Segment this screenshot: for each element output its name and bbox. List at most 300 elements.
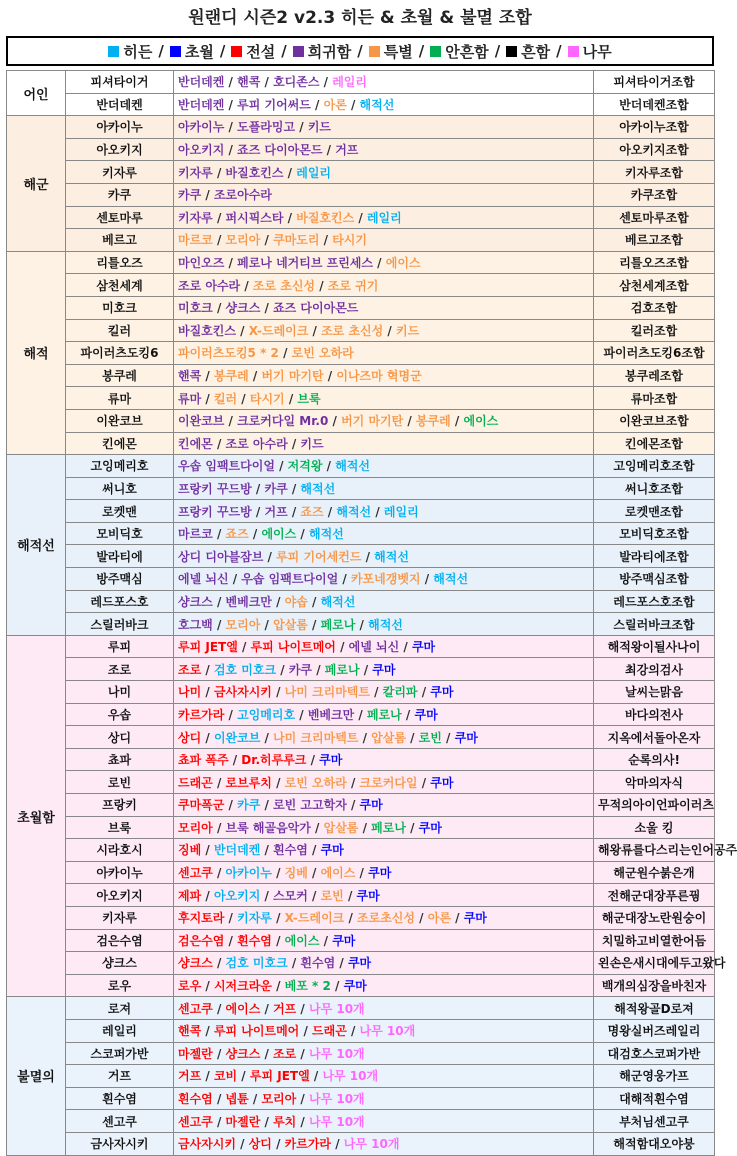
ingredient: 봉쿠레 <box>415 414 451 429</box>
recipe-separator: / <box>358 730 372 745</box>
ingredient: 로빈 오하라 <box>284 775 347 790</box>
recipe-separator: / <box>237 1069 250 1084</box>
ingredient: 검호 미호크 <box>225 956 288 971</box>
recipe-separator: / <box>319 933 333 948</box>
combo-name: 대해적흰수염 <box>594 1087 715 1110</box>
legend-label: 히든 <box>123 42 153 61</box>
ingredient: 쿠마 <box>320 843 344 858</box>
ingredient: 징베 <box>284 866 308 881</box>
combo-name: 키자루조합 <box>594 161 715 184</box>
ingredient: 프랑키 꾸드방 <box>178 481 252 496</box>
combo-name: 악마의자식 <box>594 771 715 794</box>
ingredient: 나무 10개 <box>309 1114 365 1129</box>
table-row <box>7 183 715 206</box>
ingredient: 루피 기어세컨드 <box>276 549 362 564</box>
unit-name: 반더데켄 <box>66 93 174 116</box>
recipe-separator: / <box>346 775 360 790</box>
ingredient: 에넬 뇌신 <box>178 572 229 587</box>
ingredient: 타시기 <box>249 391 285 406</box>
recipe-separator: / <box>271 979 285 994</box>
recipe-separator: / <box>235 1137 249 1152</box>
recipe-separator: / <box>212 866 226 881</box>
unit-name: 미호크 <box>66 296 174 319</box>
legend-label: 특별 <box>383 42 413 61</box>
ingredient: 에이스 <box>261 527 297 542</box>
recipe-cell <box>174 93 594 116</box>
ingredient: 이완코브 <box>178 414 225 429</box>
table-row <box>7 296 715 319</box>
ingredient: 해적선 <box>374 549 409 564</box>
table-row <box>7 319 715 342</box>
ingredient: 아카이누 <box>178 120 225 135</box>
table-row <box>7 229 715 252</box>
ingredient: 카르가라 <box>178 707 225 722</box>
ingredient: 마젤란 <box>225 1114 261 1129</box>
ingredient: 로빈 <box>418 730 442 745</box>
ingredient: 아오키지 <box>178 143 225 158</box>
recipe-separator: / <box>373 256 386 271</box>
ingredient: 킬러 <box>213 391 238 406</box>
recipe-separator: / <box>201 1024 214 1039</box>
recipe-cell <box>174 183 594 206</box>
ingredient: 카쿠 <box>178 188 202 203</box>
ingredient: 금사자시키 <box>213 685 272 700</box>
recipe-separator: / <box>271 1137 285 1152</box>
unit-name: 아오키지 <box>66 884 174 907</box>
ingredient: 이나즈마 혁명군 <box>336 369 422 384</box>
recipe-separator: / <box>308 323 322 338</box>
ingredient: 센고쿠 <box>178 1001 213 1016</box>
table-row <box>7 635 715 658</box>
ingredient: 흰수염 <box>237 933 272 948</box>
combo-name: 명왕실버즈레일리 <box>594 1019 715 1042</box>
ingredient: 샹크스 <box>178 594 213 609</box>
ingredient: 제파 <box>178 888 202 903</box>
unit-name: 시라호시 <box>66 839 174 862</box>
ingredient: 브룩 <box>297 391 321 406</box>
unit-name: 삼천세계 <box>66 274 174 297</box>
combo-name: 봉쿠레조합 <box>594 364 715 387</box>
ingredient: 크로커다일 Mr.0 <box>237 414 329 429</box>
ingredient: 레일리 <box>332 75 367 90</box>
recipe-separator: / <box>310 820 324 835</box>
combo-name: 써니호조합 <box>594 477 715 500</box>
legend-separator: / <box>556 42 562 60</box>
combo-name: 무적의아이언파이러츠 <box>594 794 715 817</box>
table-row <box>7 726 715 749</box>
recipe-separator: / <box>296 1092 309 1107</box>
ingredient: 코비 <box>213 1069 238 1084</box>
unit-name: 아카이누 <box>66 861 174 884</box>
ingredient: 칼리파 <box>382 685 418 700</box>
unit-name: 스릴러바크 <box>66 613 174 636</box>
ingredient: 나무 10개 <box>309 1092 365 1107</box>
recipe-separator: / <box>271 933 285 948</box>
combo-name: 파이러츠도킹6조합 <box>594 342 715 365</box>
combo-name: 검호조합 <box>594 296 715 319</box>
unit-name: 쵸파 <box>66 748 174 771</box>
ingredient: 조로 <box>273 1046 297 1061</box>
table-row <box>7 432 715 455</box>
table-row <box>7 500 715 523</box>
combo-name: 해군원수붉은개 <box>594 861 715 884</box>
ingredient: 베포 * 2 <box>284 979 331 994</box>
table-row <box>7 1110 715 1133</box>
combo-name: 이완코브조합 <box>594 409 715 432</box>
ingredient: 키드 <box>307 120 332 135</box>
recipe-separator: / <box>224 97 238 112</box>
recipe-separator: / <box>335 640 349 655</box>
unit-name: 피셔타이거 <box>66 71 174 94</box>
unit-name: 흰수염 <box>66 1087 174 1110</box>
combo-name: 대검호스코퍼가반 <box>594 1042 715 1065</box>
combo-name: 리틀오즈조합 <box>594 251 715 274</box>
combo-name: 모비딕호조합 <box>594 522 715 545</box>
ingredient: 센고쿠 <box>178 866 213 881</box>
ingredient: 바질호킨스 <box>178 323 236 338</box>
recipe-separator: / <box>405 730 419 745</box>
ingredient: 벤베크만 <box>307 707 355 722</box>
ingredient: 파이러츠도킹5 * 2 <box>178 346 279 361</box>
ingredient: 마르코 <box>178 527 213 542</box>
recipe-cell <box>174 1042 594 1065</box>
ingredient: 죠즈 다이아몬드 <box>237 143 323 158</box>
ingredient: 상디 <box>178 730 202 745</box>
unit-name: 로우 <box>66 974 174 997</box>
recipe-cell <box>174 613 594 636</box>
ingredient: 흰수염 <box>178 1092 213 1107</box>
table-row <box>7 477 715 500</box>
ingredient: 류마 <box>178 391 202 406</box>
ingredient: 레일리 <box>296 165 332 180</box>
combo-name: 백개의심장을바친자 <box>594 974 715 997</box>
recipe-cell <box>174 387 594 410</box>
recipe-cell <box>174 568 594 591</box>
ingredient: 로빈 <box>320 888 344 903</box>
recipe-separator: / <box>201 369 214 384</box>
recipe-separator: / <box>284 391 298 406</box>
recipe-separator: / <box>251 504 265 519</box>
recipe-cell <box>174 929 594 952</box>
legend-item <box>369 41 413 62</box>
ingredient: 반더데켄 <box>178 75 225 90</box>
ingredient: 키드 <box>300 436 324 451</box>
recipe-separator: / <box>401 707 415 722</box>
table-row <box>7 929 715 952</box>
combo-name: 해군영웅가프 <box>594 1065 715 1088</box>
legend-item <box>430 41 488 62</box>
ingredient: 에이스 <box>284 933 320 948</box>
table-row <box>7 703 715 726</box>
combo-table <box>6 70 737 1156</box>
unit-name: 고잉메리호 <box>66 455 174 478</box>
ingredient: 바질호킨스 <box>225 165 284 180</box>
group-label: 해적선 <box>7 455 66 636</box>
recipe-cell <box>174 432 594 455</box>
table-row <box>7 206 715 229</box>
table-row <box>7 342 715 365</box>
legend-separator: / <box>418 42 425 60</box>
recipe-cell <box>174 816 594 839</box>
unit-name: 킨에몬 <box>66 432 174 455</box>
table-row <box>7 1132 715 1155</box>
recipe-cell <box>174 884 594 907</box>
ingredient: 해적선 <box>335 459 370 474</box>
unit-name: 파이러츠도킹6 <box>66 342 174 365</box>
unit-name: 킬러 <box>66 319 174 342</box>
legend-swatch <box>231 46 242 57</box>
page-title: 원랜디 시즌2 v2.3 히든 & 초월 & 불멸 조합 <box>188 8 532 28</box>
recipe-cell <box>174 1110 594 1133</box>
legend-label: 흔함 <box>521 42 551 61</box>
recipe-separator: / <box>330 979 344 994</box>
ingredient: 모리아 <box>225 233 261 248</box>
ingredient: 조로 <box>178 662 202 677</box>
table-row <box>7 71 715 94</box>
legend-separator: / <box>219 42 226 60</box>
ingredient: 쿠마 <box>454 730 478 745</box>
recipe-separator: / <box>287 956 301 971</box>
ingredient: 고잉메리호 <box>237 707 296 722</box>
unit-name: 모비딕호 <box>66 522 174 545</box>
combo-name: 순록의사! <box>594 748 715 771</box>
ingredient: 키자루 <box>178 165 213 180</box>
ingredient: 모리아 <box>261 1092 297 1107</box>
combo-name: 해적왕이될사나이 <box>594 635 715 658</box>
recipe-separator: / <box>237 640 251 655</box>
recipe-separator: / <box>323 504 337 519</box>
ingredient: 쿠마 <box>368 866 392 881</box>
ingredient: 거프 <box>264 504 288 519</box>
table-row <box>7 748 715 771</box>
recipe-separator: / <box>212 775 226 790</box>
ingredient: 나무 10개 <box>359 1024 416 1039</box>
ingredient: 조로초신성 <box>357 911 415 926</box>
group-label: 해군 <box>7 116 66 252</box>
ingredient: 에넬 뇌신 <box>348 640 400 655</box>
ingredient: 바질호킨스 <box>296 210 355 225</box>
ingredient: 쿠마 <box>418 820 442 835</box>
ingredient: 센고쿠 <box>178 1114 213 1129</box>
recipe-cell <box>174 861 594 884</box>
recipe-separator: / <box>296 1114 309 1129</box>
ingredient: 나미 <box>178 685 202 700</box>
unit-name: 리틀오즈 <box>66 251 174 274</box>
recipe-cell <box>174 71 594 94</box>
recipe-separator: / <box>212 527 226 542</box>
legend-item <box>231 41 275 62</box>
ingredient: 해적선 <box>309 527 344 542</box>
recipe-separator: / <box>322 143 336 158</box>
recipe-separator: / <box>248 527 262 542</box>
table-row <box>7 816 715 839</box>
combo-name: 방주맥심조합 <box>594 568 715 591</box>
table-row <box>7 974 715 997</box>
legend-swatch <box>293 46 304 57</box>
recipe-cell <box>174 138 594 161</box>
recipe-separator: / <box>287 481 301 496</box>
combo-name: 부처님센고쿠 <box>594 1110 715 1133</box>
recipe-separator: / <box>201 662 214 677</box>
recipe-separator: / <box>287 504 301 519</box>
legend-swatch <box>170 46 181 57</box>
ingredient: 쿠마폭군 <box>178 798 225 813</box>
recipe-separator: / <box>450 414 464 429</box>
recipe-separator: / <box>450 911 464 926</box>
recipe-separator: / <box>307 866 321 881</box>
unit-name: 키자루 <box>66 161 174 184</box>
recipe-separator: / <box>251 481 265 496</box>
recipe-separator: / <box>260 75 274 90</box>
recipe-cell <box>174 229 594 252</box>
ingredient: 나미 크리마텍트 <box>284 685 370 700</box>
recipe-separator: / <box>201 979 214 994</box>
ingredient: 해적선 <box>336 504 372 519</box>
unit-name: 방주맥심 <box>66 568 174 591</box>
unit-name: 로켓맨 <box>66 500 174 523</box>
ingredient: 핸콕 <box>178 369 202 384</box>
recipe-separator: / <box>278 346 292 361</box>
ingredient: 키자루 <box>237 911 272 926</box>
ingredient: 나무 10개 <box>309 1046 365 1061</box>
unit-name: 이완코브 <box>66 409 174 432</box>
ingredient: 쿠마 <box>414 707 438 722</box>
recipe-separator: / <box>328 414 342 429</box>
ingredient: 페로나 <box>371 820 406 835</box>
ingredient: 프랑키 꾸드방 <box>178 504 252 519</box>
legend-separator: / <box>281 42 287 60</box>
recipe-separator: / <box>224 256 238 271</box>
ingredient: 야솝 <box>284 594 308 609</box>
table-row <box>7 545 715 568</box>
legend-swatch <box>430 46 441 57</box>
table-row <box>7 997 715 1020</box>
unit-name: 아카이누 <box>66 116 174 139</box>
recipe-separator: / <box>212 301 226 316</box>
recipe-cell <box>174 500 594 523</box>
recipe-separator: / <box>201 843 214 858</box>
recipe-separator: / <box>295 120 308 135</box>
ingredient: 반더데켄 <box>213 843 261 858</box>
ingredient: 카르가라 <box>284 1137 332 1152</box>
table-row <box>7 274 715 297</box>
recipe-cell <box>174 522 594 545</box>
unit-name: 루피 <box>66 635 174 658</box>
recipe-separator: / <box>271 866 285 881</box>
legend-swatch <box>506 46 517 57</box>
table-row <box>7 568 715 591</box>
combo-name: 바다의전사 <box>594 703 715 726</box>
ingredient: 도플라밍고 <box>237 120 296 135</box>
recipe-separator: / <box>260 301 274 316</box>
combo-name: 스릴러바크조합 <box>594 613 715 636</box>
ingredient: 죠즈 <box>225 527 249 542</box>
unit-name: 우솝 <box>66 703 174 726</box>
recipe-separator: / <box>309 1069 323 1084</box>
unit-name: 상디 <box>66 726 174 749</box>
ingredient: 카쿠 <box>264 481 288 496</box>
recipe-separator: / <box>212 165 226 180</box>
table-row <box>7 1065 715 1088</box>
combo-name: 아카이누조합 <box>594 116 715 139</box>
legend-item <box>293 41 351 62</box>
combo-name: 류마조합 <box>594 387 715 410</box>
ingredient: 스모커 <box>273 888 308 903</box>
recipe-cell <box>174 545 594 568</box>
recipe-separator: / <box>346 1024 360 1039</box>
legend-swatch <box>568 46 579 57</box>
ingredient: 버기 마기탄 <box>261 369 324 384</box>
combo-name: 해적왕골D로져 <box>594 997 715 1020</box>
unit-name: 검은수염 <box>66 929 174 952</box>
recipe-separator: / <box>344 911 358 926</box>
ingredient: 카포네갱벳지 <box>350 572 421 587</box>
ingredient: 루피 기어써드 <box>237 97 311 112</box>
recipe-separator: / <box>201 730 214 745</box>
ingredient: 드래곤 <box>178 775 213 790</box>
recipe-separator: / <box>228 572 242 587</box>
recipe-separator: / <box>283 210 297 225</box>
ingredient: 퍼시픽스타 <box>225 210 284 225</box>
ingredient: 드래곤 <box>312 1024 347 1039</box>
unit-name: 센토마루 <box>66 206 174 229</box>
table-row <box>7 1087 715 1110</box>
ingredient: 마젤란 <box>178 1046 213 1061</box>
recipe-cell <box>174 974 594 997</box>
recipe-cell <box>174 906 594 929</box>
ingredient: 페로나 <box>320 617 356 632</box>
recipe-cell <box>174 296 594 319</box>
legend-separator: / <box>357 42 363 60</box>
combo-name: 해군대장노란원숭이 <box>594 906 715 929</box>
ingredient: 로빈 고고학자 <box>273 798 347 813</box>
recipe-cell <box>174 251 594 274</box>
recipe-cell <box>174 206 594 229</box>
recipe-cell <box>174 658 594 681</box>
ingredient: 로빈 오하라 <box>291 346 354 361</box>
ingredient: 금사자시키 <box>178 1137 236 1152</box>
recipe-separator: / <box>201 685 214 700</box>
recipe-separator: / <box>260 798 274 813</box>
ingredient: 레일리 <box>366 210 402 225</box>
ingredient: 조로 아수라 <box>178 278 241 293</box>
recipe-cell <box>174 726 594 749</box>
table-row <box>7 861 715 884</box>
combo-name: 레드포스호조합 <box>594 590 715 613</box>
combo-name: 해왕류를다스리는인어공주 <box>594 839 715 862</box>
ingredient: 후지토라 <box>178 911 225 926</box>
ingredient: 이완코브 <box>213 730 261 745</box>
recipe-separator: / <box>299 1024 313 1039</box>
table-row <box>7 794 715 817</box>
recipe-separator: / <box>271 685 285 700</box>
recipe-separator: / <box>212 820 226 835</box>
table-row <box>7 522 715 545</box>
ingredient: 호디존스 <box>273 75 320 90</box>
ingredient: 거프 <box>273 1001 297 1016</box>
ingredient: 키자루 <box>178 210 213 225</box>
ingredient: 에이스 <box>463 414 499 429</box>
ingredient: 흰수염 <box>273 843 308 858</box>
unit-name: 키자루 <box>66 906 174 929</box>
recipe-separator: / <box>212 617 226 632</box>
ingredient: 상디 <box>248 1137 272 1152</box>
unit-name: 조로 <box>66 658 174 681</box>
ingredient: 페로나 네거티브 프린세스 <box>237 256 373 271</box>
ingredient: 타시기 <box>332 233 367 248</box>
recipe-separator: / <box>260 888 274 903</box>
ingredient: 모리아 <box>178 820 213 835</box>
